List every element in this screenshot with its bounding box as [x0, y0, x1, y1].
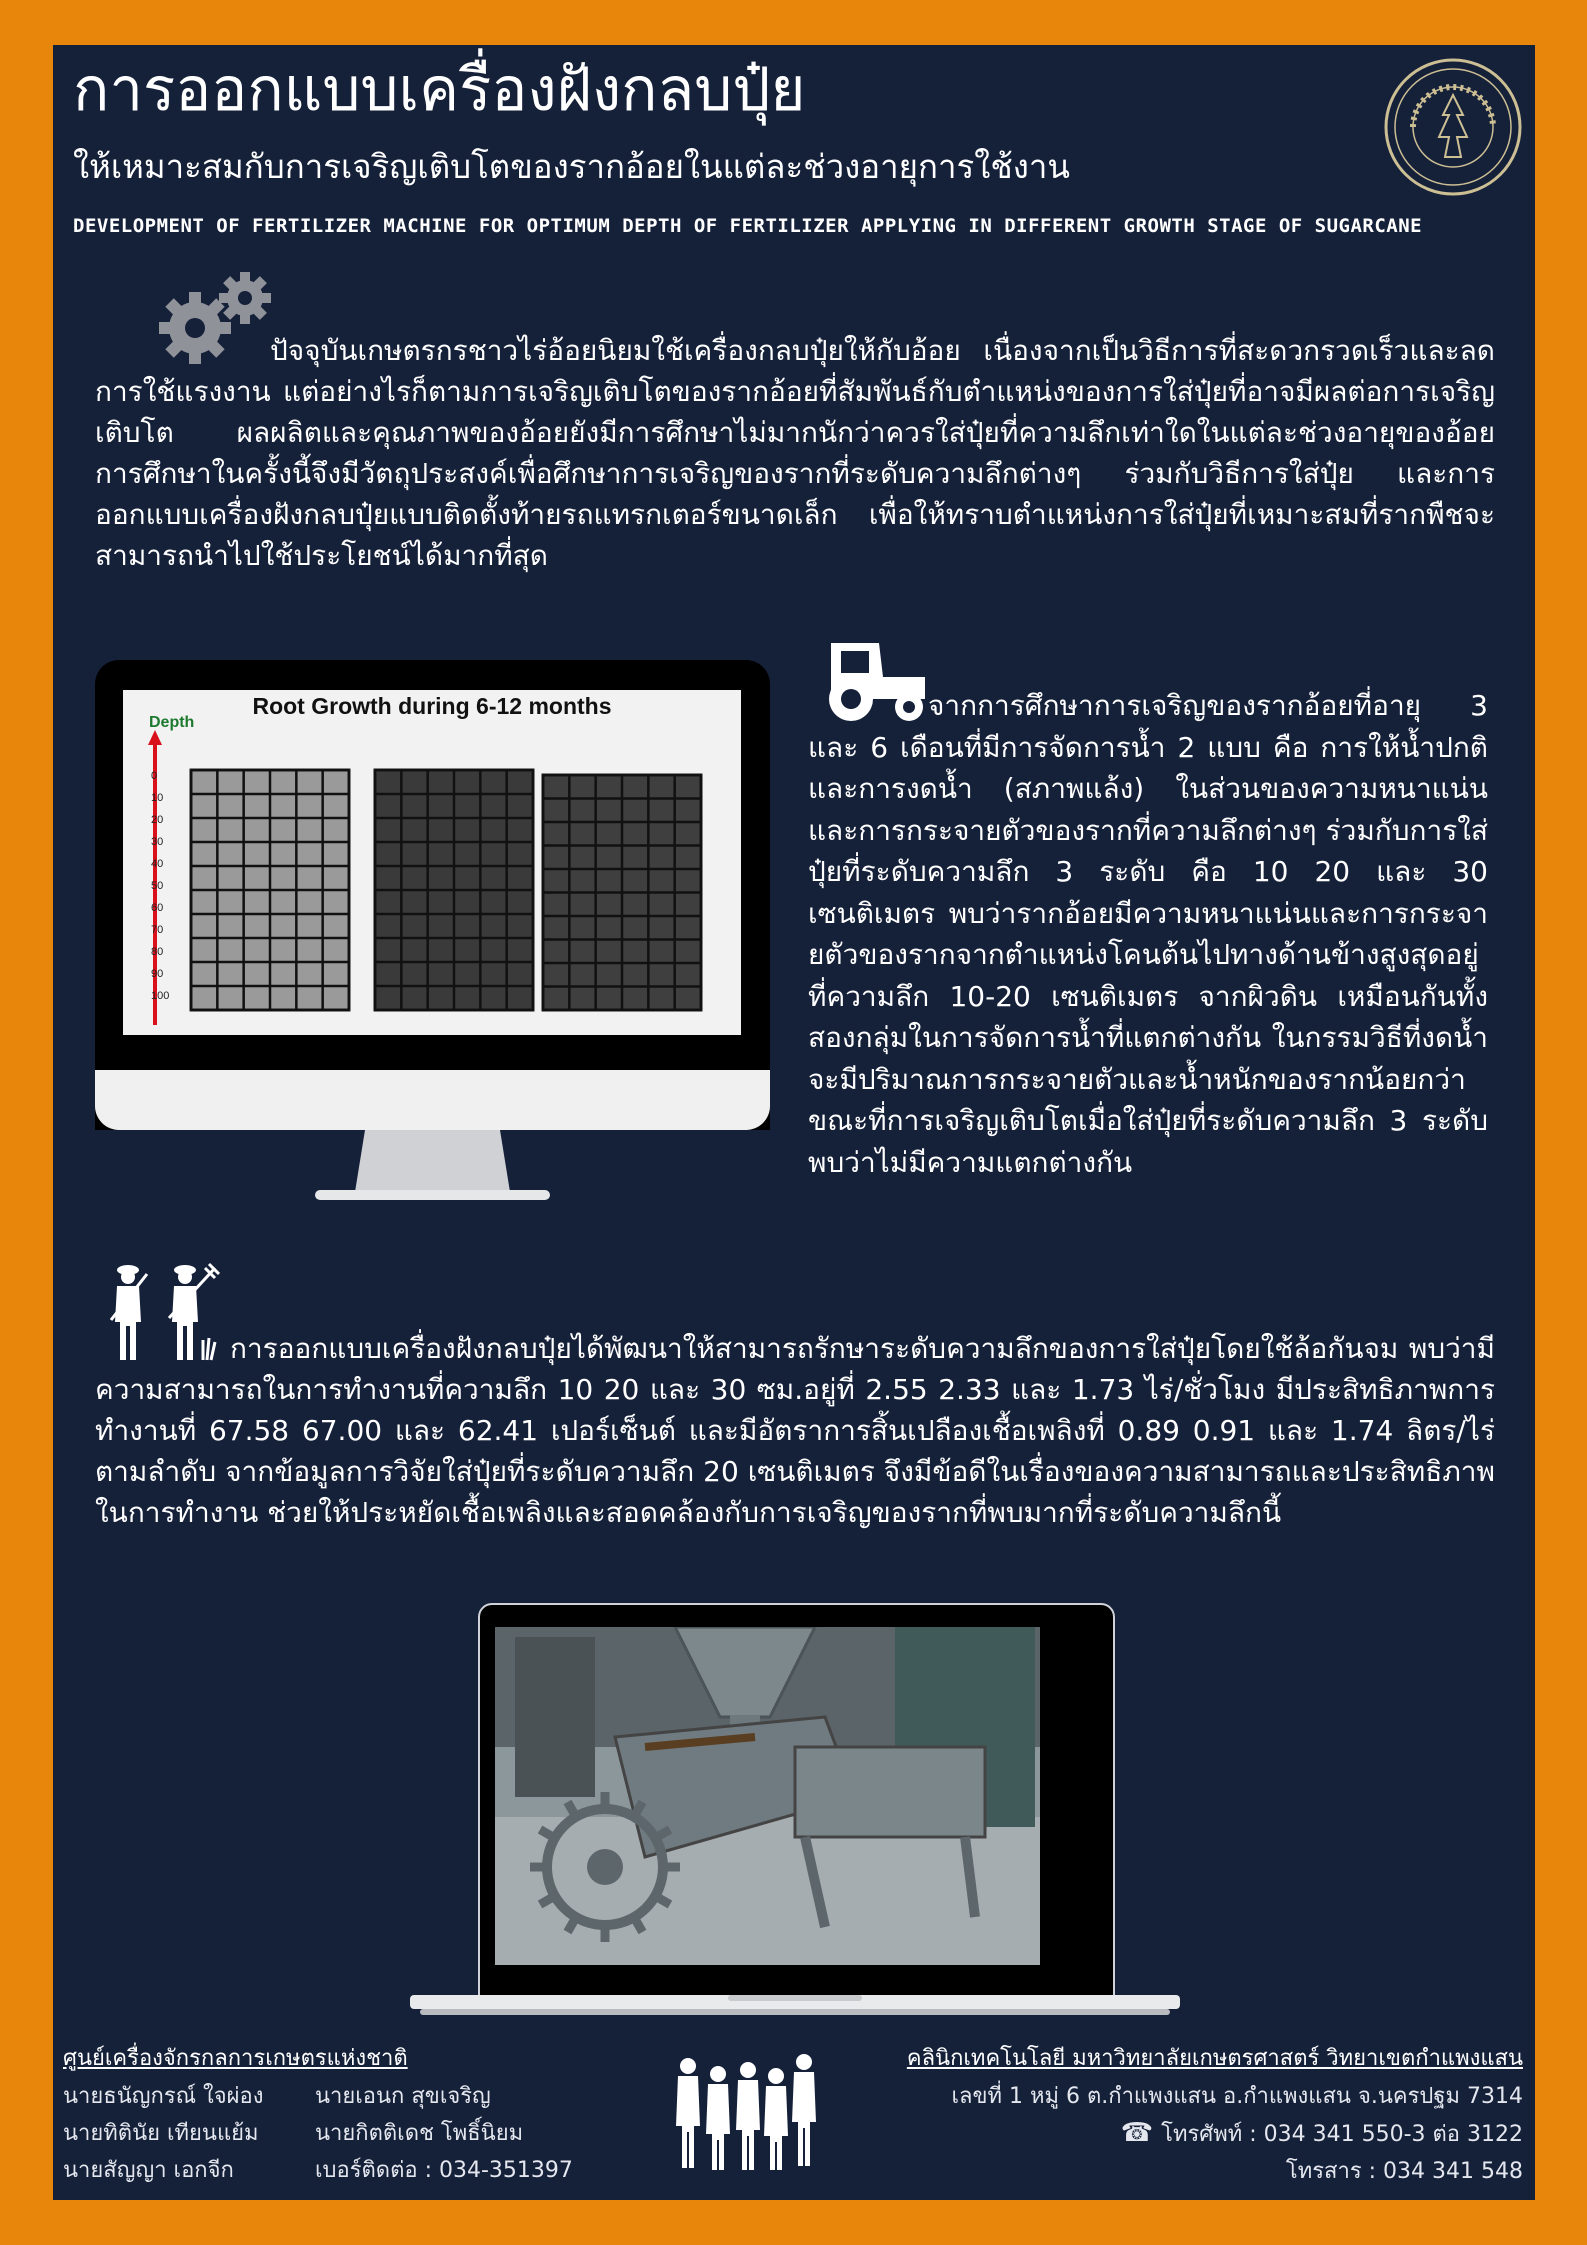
- depth-tick-label: 40: [151, 858, 164, 870]
- figure-title: Root Growth during 6-12 months: [252, 693, 612, 719]
- contact-number: เบอร์ติดต่อ : 034-351397: [315, 2158, 573, 2183]
- english-title: DEVELOPMENT OF FERTILIZER MACHINE FOR OPTIMUM DEPTH OF FERTILIZER APPLYING IN DIFFERENT GROWTH STAGE OF SUGARCANE: [73, 215, 1423, 237]
- team-member: นายสัญญา เอกจีก: [63, 2158, 234, 2183]
- poster: [53, 45, 1535, 2200]
- depth-tick-label: 20: [151, 814, 164, 826]
- depth-tick-labels: [151, 770, 181, 1010]
- address-line: เลขที่ 1 หมู่ 6 ต.กำแพงแสน อ.กำแพงแสน จ.นครปฐม 7314: [951, 2084, 1523, 2109]
- root-cages-illustration: [123, 690, 741, 1035]
- telephone-icon: ☎: [1120, 2118, 1154, 2148]
- machine-design-paragraph: การออกแบบเครื่องฝังกลบปุ๋ยได้พัฒนาให้สามารถรักษาระดับความลึกของการใส่ปุ๋ยโดยใช้ล้อกันจม พบว่ามีความสามารถในการทำงานที่ความลึก 10 20 และ 30 ซม.อยู่ที่ 2.55 2.33 และ 1.73 ไร่/ชั่วโมง มีประสิทธิภาพการทำงานที่ 67.58 67.00 และ 62.41 เปอร์เซ็นต์ และมีอัตราการสิ้นเปลืองเชื้อเพลิงที่ 0.89 0.91 และ 1.74 ลิตร/ไร่ ตามลำดับ จากข้อมูลการวิจัยใส่ปุ๋ยที่ระดับความลึก 20 เซนติเมตร จึงมีข้อดีในเรื่องของความสามารถและประสิทธิภาพในการทำงาน ช่วยให้ประหยัดเชื้อเพลิงและสอดคล้องกับการเจริญของรากที่พบมากที่ระดับความลึกนี้: [95, 1332, 1495, 1529]
- university-seal-icon: [1383, 57, 1523, 197]
- monitor-chin: [95, 1070, 770, 1130]
- right-organization: คลินิกเทคโนโลยี มหาวิทยาลัยเกษตรศาสตร์ วิทยาเขตกำแพงแสน: [906, 2046, 1523, 2071]
- people-silhouette-icon: [668, 2040, 823, 2170]
- laptop-base: [410, 1995, 1180, 2017]
- intro-paragraph: ปัจจุบันเกษตรกรชาวไร่อ้อยนิยมใช้เครื่องกลบปุ๋ยให้กับอ้อย เนื่องจากเป็นวิธีการที่สะดวกรวดเร็วและลดการใช้แรงงาน แต่อย่างไรก็ตามการเจริญเติบโตของรากอ้อยที่สัมพันธ์กับตำแหน่งของการใส่ปุ๋ยที่อาจมีผลต่อการเจริญเติบโต ผลผลิตและคุณภาพของอ้อยยังมีการศึกษาไม่มากนักว่าควรใส่ปุ๋ยที่ความลึกเท่าใดในแต่ละช่วงอายุของอ้อย การศึกษาในครั้งนี้จึงมีวัตถุประสงค์เพื่อศึกษาการเจริญของรากที่ระดับความลึกต่างๆ ร่วมกับวิธีการใส่ปุ๋ย และการออกแบบเครื่องฝังกลบปุ๋ยแบบติดตั้งท้ายรถแทรกเตอร์ขนาดเล็ก เพื่อให้ทราบตำแหน่งการใส่ปุ๋ยที่เหมาะสมที่รากพืชจะสามารถนำไปใช้ประโยชน์ได้มากที่สุด: [95, 334, 1495, 572]
- fertilizer-machine-photo: [495, 1627, 1040, 1965]
- depth-tick-label: 50: [151, 880, 164, 892]
- team-member: นายธนัญกรณ์ ใจผ่อง: [63, 2084, 264, 2109]
- left-name-list: [63, 2078, 264, 2189]
- fertilizer-machine-illustration: [495, 1627, 1040, 1965]
- monitor-stand: [315, 1130, 550, 1200]
- page-title: การออกแบบเครื่องฝังกลบปุ๋ย: [73, 55, 806, 125]
- root-study-paragraph: จากการศึกษาการเจริญของรากอ้อยที่อายุ 3 และ 6 เดือนที่มีการจัดการน้ำ 2 แบบ คือ การให้น้ำปกติและการงดน้ำ (สภาพแล้ง) ในส่วนของความหนาแน่นและการกระจายตัวของรากที่ความลึกต่างๆ ร่วมกับการใส่ปุ๋ยที่ระดับความลึก 3 ระดับ คือ 10 20 และ 30 เซนติเมตร พบว่ารากอ้อยมีความหนาแน่นและการกระจายตัวของรากจากตำแหน่งโคนต้นไปทางด้านข้างสูงสุดอยู่ที่ความลึก 10-20 เซนติเมตร จากผิวดิน เหมือนกันทั้งสองกลุ่มในการจัดการน้ำที่แตกต่างกัน ในกรรมวิธีที่งดน้ำจะมีปริมาณการกระจายตัวและน้ำหนักของรากน้อยกว่า ขณะที่การเจริญเติบโตเมื่อใส่ปุ๋ยที่ระดับความลึก 3 ระดับ พบว่าไม่มีความแตกต่างกัน: [808, 689, 1488, 1179]
- page-subtitle: ให้เหมาะสมกับการเจริญเติบโตของรากอ้อยในแต่ละช่วงอายุการใช้งาน: [73, 147, 1070, 186]
- monitor-frame: [95, 660, 770, 1130]
- laptop-frame: [478, 1603, 1115, 2002]
- depth-tick-label: 30: [151, 836, 164, 848]
- team-member: นายทิตินัย เทียนแย้ม: [63, 2121, 259, 2146]
- depth-tick-label: 90: [151, 968, 164, 980]
- depth-tick-label: 80: [151, 946, 164, 958]
- depth-tick-label: 100: [151, 990, 170, 1002]
- fax-line: โทรสาร : 034 341 548: [1285, 2159, 1523, 2184]
- depth-tick-label: 10: [151, 792, 164, 804]
- left-organization: ศูนย์เครื่องจักรกลการเกษตรแห่งชาติ: [63, 2046, 408, 2071]
- depth-tick-label: 60: [151, 902, 164, 914]
- middle-name-list: [315, 2078, 573, 2189]
- depth-axis-label: Depth: [149, 714, 195, 731]
- root-growth-figure: [123, 690, 741, 1035]
- phone-text: โทรศัพท์ : 034 341 550-3 ต่อ 3122: [1161, 2122, 1523, 2147]
- contact-block: [951, 2078, 1523, 2190]
- phone-line: [951, 2115, 1523, 2153]
- depth-tick-label: 70: [151, 924, 164, 936]
- team-member: นายกิตติเดช โพธิ์นิยม: [315, 2121, 524, 2146]
- depth-tick-label: 0: [151, 770, 158, 782]
- team-member: นายเอนก สุขเจริญ: [315, 2084, 491, 2109]
